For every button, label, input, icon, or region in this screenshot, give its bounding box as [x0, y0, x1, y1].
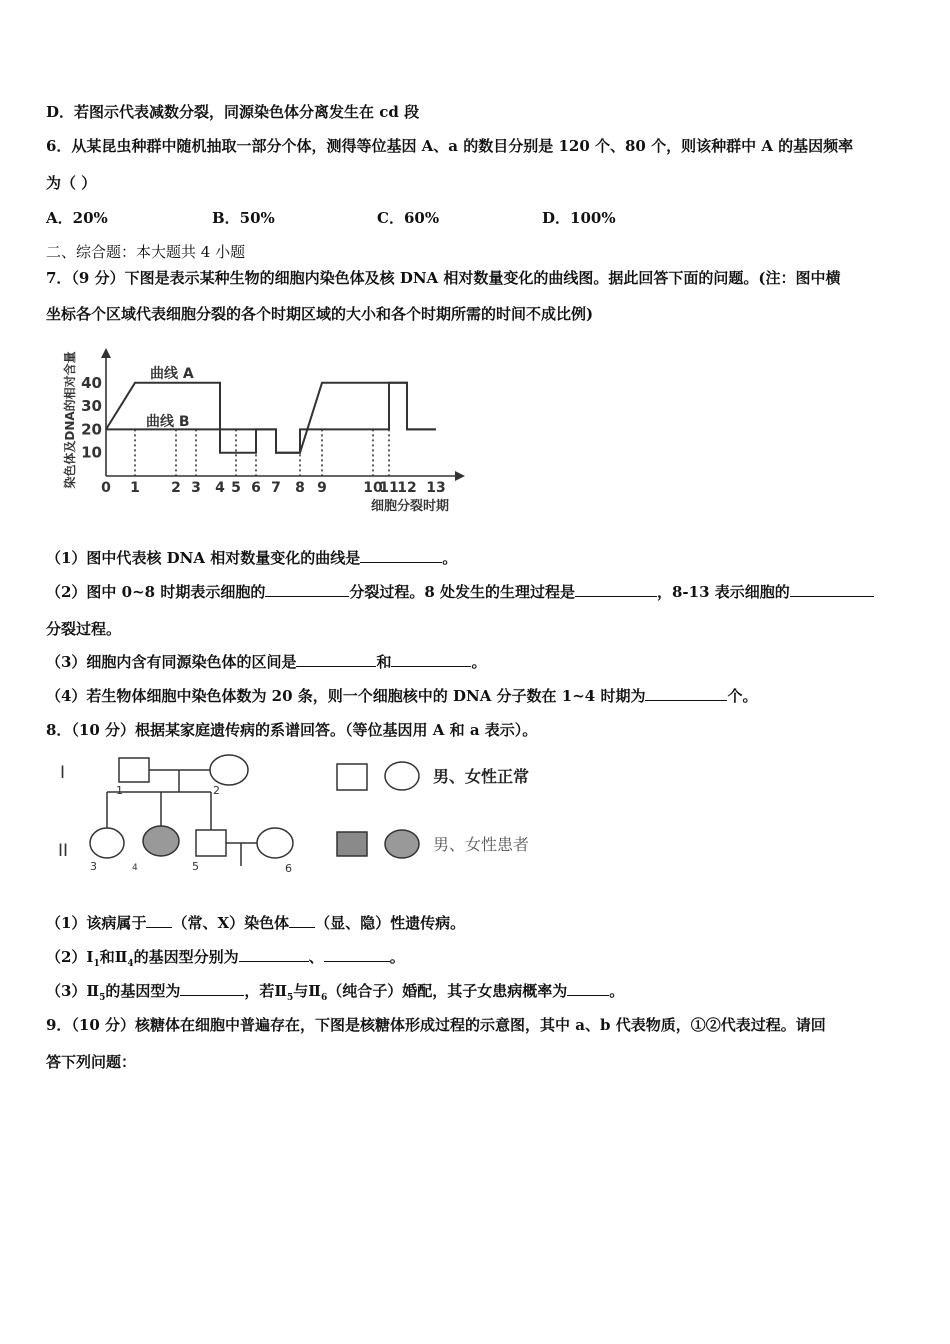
q8-sub2-text-d: 、 [308, 948, 324, 966]
chromosome-dna-chart [50, 340, 470, 518]
q8-stem: 8．（10 分）根据某家庭遗传病的系谱回答。（等位基因用 A 和 a 表示）。 [46, 721, 538, 739]
q8-sub3-text-f: 。 [609, 982, 625, 1000]
x-tick-label: 10 [363, 480, 383, 496]
x-tick-label: 11 [379, 480, 399, 496]
legend-affected-label: 男、女性患者 [433, 835, 530, 854]
q8-sub3-blank-1[interactable] [180, 981, 244, 996]
q7-sub4-text-a: （4）若生物体细胞中染色体数为 20 条，则一个细胞核中的 DNA 分子数在 1~4 时期为 [46, 687, 646, 705]
x-tick-label: 4 [215, 480, 225, 496]
q7-stem-line2: 坐标各个区域代表细胞分裂的各个时期区域的大小和各个时期所需的时间不成比例) [46, 305, 594, 323]
q8-sub3-text-e: （纯合子）婚配，其子女患病概率为 [327, 982, 568, 1000]
q8-sub1-blank-1[interactable] [146, 913, 172, 928]
curve-a-label: 曲线 A [150, 366, 194, 382]
q7-sub2-text-a: （2）图中 0~8 时期表示细胞的 [46, 583, 266, 601]
q7-sub3-blank-2[interactable] [391, 652, 471, 667]
y-axis-title: 染色体及DNA的相对含量 [63, 351, 77, 489]
q6-stem-line1: 6．从某昆虫种群中随机抽取一部分个体，测得等位基因 A、a 的数目分别是 120 个、80 个，则该种群中 A 的基因频率 [46, 137, 854, 155]
q7-sub3 [46, 652, 486, 672]
q7-sub1-text-b: 。 [442, 549, 458, 567]
q8-sub2-blank-2[interactable] [324, 947, 390, 962]
q8-sub3-sub-5b: 5 [287, 993, 294, 1003]
q8-sub3-text-b: 的基因型为 [105, 982, 181, 1000]
y-tick-label: 20 [81, 420, 102, 439]
y-tick-label: 30 [81, 397, 102, 416]
legend-male-affected [337, 832, 367, 856]
q8-sub2-sub-4: 4 [127, 959, 134, 969]
q7-sub4-text-b: 个。 [727, 687, 758, 705]
y-tick-label: 10 [81, 443, 102, 462]
x-tick-label: 2 [171, 480, 181, 496]
pedigree-male-1 [119, 758, 149, 782]
q9-stem-line2: 答下列问题： [46, 1053, 137, 1071]
x-tick-label: 13 [426, 480, 446, 496]
pedigree-female-4-affected [143, 826, 179, 856]
pedigree-diagram [50, 748, 570, 880]
q7-sub1-blank[interactable] [360, 548, 442, 563]
q8-sub1-text-c: （显、隐）性遗传病。 [315, 914, 466, 932]
x-tick-label: 3 [191, 480, 201, 496]
q7-sub2-text-c: ，8-13 表示细胞的 [657, 583, 790, 601]
q7-sub2-cont: 分裂过程。 [46, 620, 122, 638]
q8-sub3-blank-2[interactable] [567, 981, 609, 996]
q8-sub2 [46, 947, 405, 974]
generation-1-label: I [60, 763, 66, 783]
q7-stem-line1: 7．（9 分）下图是表示某种生物的细胞内染色体及核 DNA 相对数量变化的曲线图。据此回答下面的问题。(注：图中横 [46, 269, 841, 287]
q6-option-b: B．50% [212, 209, 275, 227]
pedigree-female-6 [257, 828, 293, 858]
x-tick-label: 5 [231, 480, 241, 496]
q5-option-d: D．若图示代表减数分裂，同源染色体分离发生在 cd 段 [46, 103, 420, 121]
x-tick-label: 6 [251, 480, 261, 496]
q7-sub2-blank-2[interactable] [575, 582, 657, 597]
pedigree-male-5 [196, 830, 226, 856]
legend-male-normal [337, 764, 367, 790]
q7-sub2-text-b: 分裂过程。8 处发生的生理过程是 [349, 583, 575, 601]
q8-sub2-blank-1[interactable] [239, 947, 309, 962]
x-axis-arrow [455, 471, 465, 481]
q6-option-d: D．100% [542, 209, 616, 227]
q7-sub2-blank-1[interactable] [265, 582, 349, 597]
q8-sub1-blank-2[interactable] [289, 913, 315, 928]
q8-sub1-text-b: （常、X）染色体 [172, 914, 290, 932]
q6-option-c: C．60% [377, 209, 440, 227]
q6-option-a: A．20% [46, 209, 108, 227]
x-tick-label: 1 [130, 480, 140, 496]
q7-sub3-blank-1[interactable] [296, 652, 376, 667]
q8-sub3-text-c: ，若Ⅱ [244, 982, 288, 1000]
legend-female-affected [385, 830, 419, 858]
id-3: 3 [90, 860, 97, 873]
q8-sub2-sub-1: 1 [93, 959, 100, 969]
id-5: 5 [192, 860, 199, 873]
q8-sub3 [46, 981, 624, 1008]
q8-sub3-text-a: （3）Ⅱ [46, 982, 100, 1000]
q7-sub1-text-a: （1）图中代表核 DNA 相对数量变化的曲线是 [46, 549, 361, 567]
x-tick-label: 7 [271, 480, 281, 496]
q8-sub2-text-a: （2）Ⅰ [46, 948, 94, 966]
q7-sub4-blank[interactable] [645, 686, 727, 701]
y-tick-label: 40 [81, 373, 102, 392]
id-6: 6 [285, 862, 292, 875]
pedigree-female-3 [90, 828, 124, 858]
q7-sub2 [46, 582, 874, 602]
q7-sub1 [46, 548, 457, 568]
q7-sub4 [46, 686, 757, 706]
q8-sub2-text-c: 的基因型分别为 [133, 948, 239, 966]
x-tick-label: 8 [295, 480, 305, 496]
q7-sub2-blank-3[interactable] [790, 582, 874, 597]
q8-sub3-sub-5a: 5 [99, 993, 106, 1003]
legend-normal-label: 男、女性正常 [433, 767, 530, 786]
q8-sub3-text-d: 与Ⅱ [293, 982, 321, 1000]
q8-sub2-text-e: 。 [389, 948, 405, 966]
id-4: 4 [132, 863, 138, 873]
q7-sub3-text-c: 。 [471, 653, 487, 671]
q8-sub2-text-b: 和Ⅱ [99, 948, 128, 966]
legend-female-normal [385, 762, 419, 790]
generation-2-label: II [58, 841, 69, 861]
q7-sub3-text-b: 和 [376, 653, 392, 671]
q8-sub1 [46, 913, 465, 933]
id-2: 2 [213, 784, 220, 797]
x-tick-label: 0 [101, 480, 111, 496]
id-1: 1 [116, 784, 123, 797]
q7-sub3-text-a: （3）细胞内含有同源染色体的区间是 [46, 653, 297, 671]
q6-stem-line2: 为（ ） [46, 174, 97, 192]
y-axis-arrow [101, 348, 111, 358]
x-tick-label: 9 [317, 480, 327, 496]
curve-b-label: 曲线 B [146, 414, 190, 430]
q9-stem-line1: 9．（10 分）核糖体在细胞中普遍存在，下图是核糖体形成过程的示意图，其中 a、b 代表物质，①②代表过程。请回 [46, 1016, 826, 1034]
section-heading: 二、综合题：本大题共 4 小题 [46, 243, 246, 261]
q8-sub3-sub-6: 6 [320, 993, 328, 1003]
x-axis-title: 细胞分裂时期 [370, 499, 450, 514]
q8-sub1-text-a: （1）该病属于 [46, 914, 147, 932]
pedigree-female-2 [210, 755, 248, 785]
x-tick-label: 12 [397, 480, 417, 496]
